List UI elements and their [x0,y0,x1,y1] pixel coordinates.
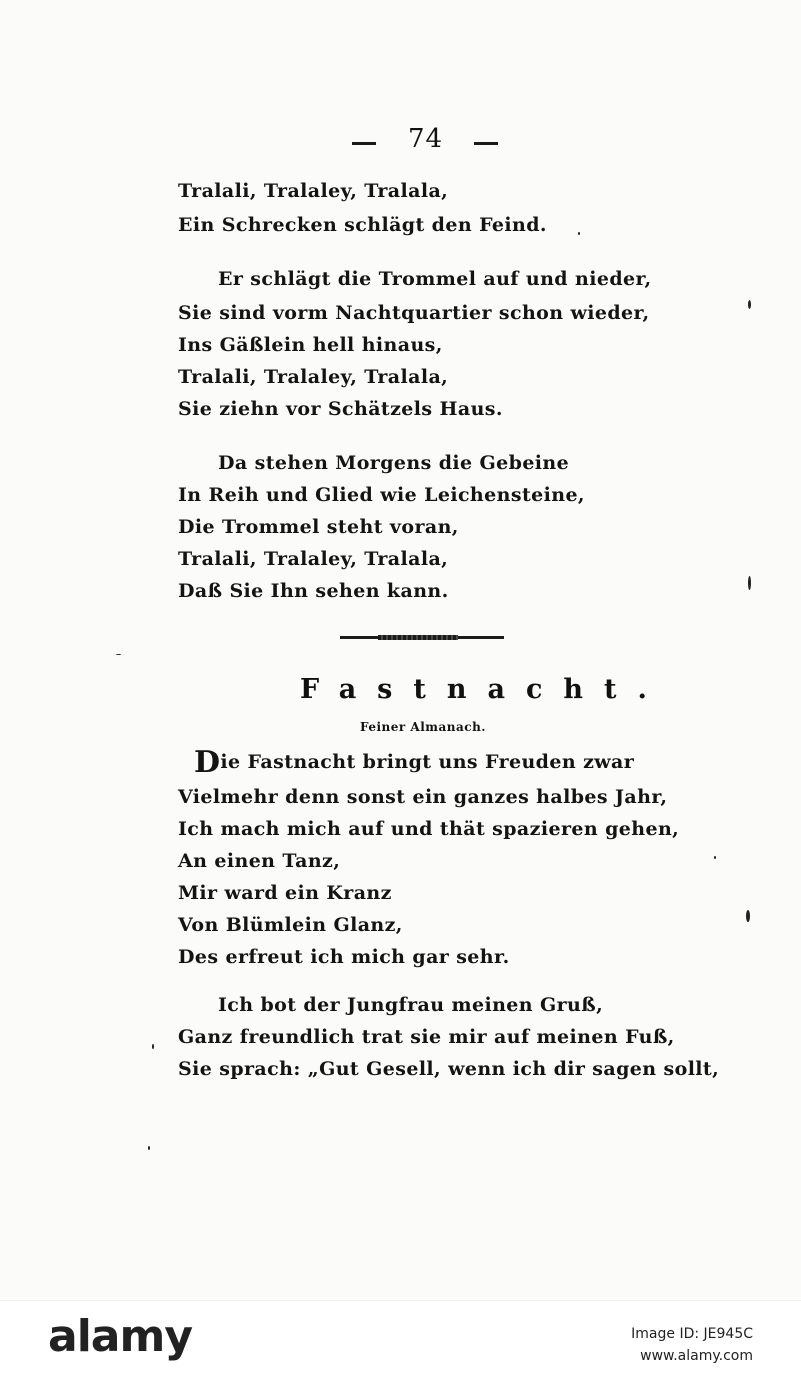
verse-line: In Reih und Glied wie Leichensteine, [178,484,585,506]
verse-line: Tralali, Tralaley, Tralala, [178,366,449,388]
section-title: Fastnacht. [300,674,668,705]
verse-line: Ganz freundlich trat sie mir auf meinen Fuß, [178,1026,675,1048]
verse-line: An einen Tanz, [178,850,341,872]
verse-line: Ich bot der Jungfrau meinen Gruß, [218,994,604,1016]
verse-line: Er schlägt die Trommel auf und nieder, [218,268,652,290]
header-dash-left [352,142,376,145]
scan-speck [746,910,750,922]
scan-speck [148,1146,150,1150]
verse-line-rest: ie Fastnacht bringt uns Freuden zwar [220,751,635,773]
watermark-info [631,1323,753,1368]
verse-line: Ins Gäßlein hell hinaus, [178,334,443,356]
verse-line: Sie sprach: „Gut Gesell, wenn ich dir sagen sollt, [178,1058,720,1080]
verse-line: Die Trommel steht voran, [178,516,459,538]
verse-line: Daß Sie Ihn sehen kann. [178,580,449,602]
scan-speck [748,300,751,309]
watermark-logo: alamy [48,1311,192,1362]
verse-line: Sie ziehn vor Schätzels Haus. [178,398,503,420]
verse-line: Des erfreut ich mich gar sehr. [178,946,510,968]
section-divider [340,636,504,639]
scan-speck [152,1044,154,1049]
verse-line: Vielmehr denn sonst ein ganzes halbes Jahr, [178,786,668,808]
verse-line: Da stehen Morgens die Gebeine [218,452,570,474]
watermark-site: www.alamy.com [640,1348,753,1365]
verse-line-first [194,745,635,780]
scan-speck [748,576,751,590]
drop-cap: D [194,745,221,780]
scan-speck [116,654,121,655]
header-dash-right [474,142,498,145]
watermark-image-id: Image ID: JE945C [631,1326,753,1342]
section-source: Feiner Almanach. [360,720,486,734]
page-header [0,124,801,164]
verse-line: Ich mach mich auf und thät spazieren gehen, [178,818,680,840]
page-number: 74 [408,124,444,154]
verse-line: Mir ward ein Kranz [178,882,392,904]
verse-line: Ein Schrecken schlägt den Feind. [178,214,547,236]
scan-speck [714,856,716,859]
verse-line: Tralali, Tralaley, Tralala, [178,180,449,202]
verse-line: Sie sind vorm Nachtquartier schon wieder, [178,302,650,324]
verse-line: Tralali, Tralaley, Tralala, [178,548,449,570]
scan-speck [578,232,580,235]
watermark-bar [0,1300,801,1391]
verse-line: Von Blümlein Glanz, [178,914,403,936]
